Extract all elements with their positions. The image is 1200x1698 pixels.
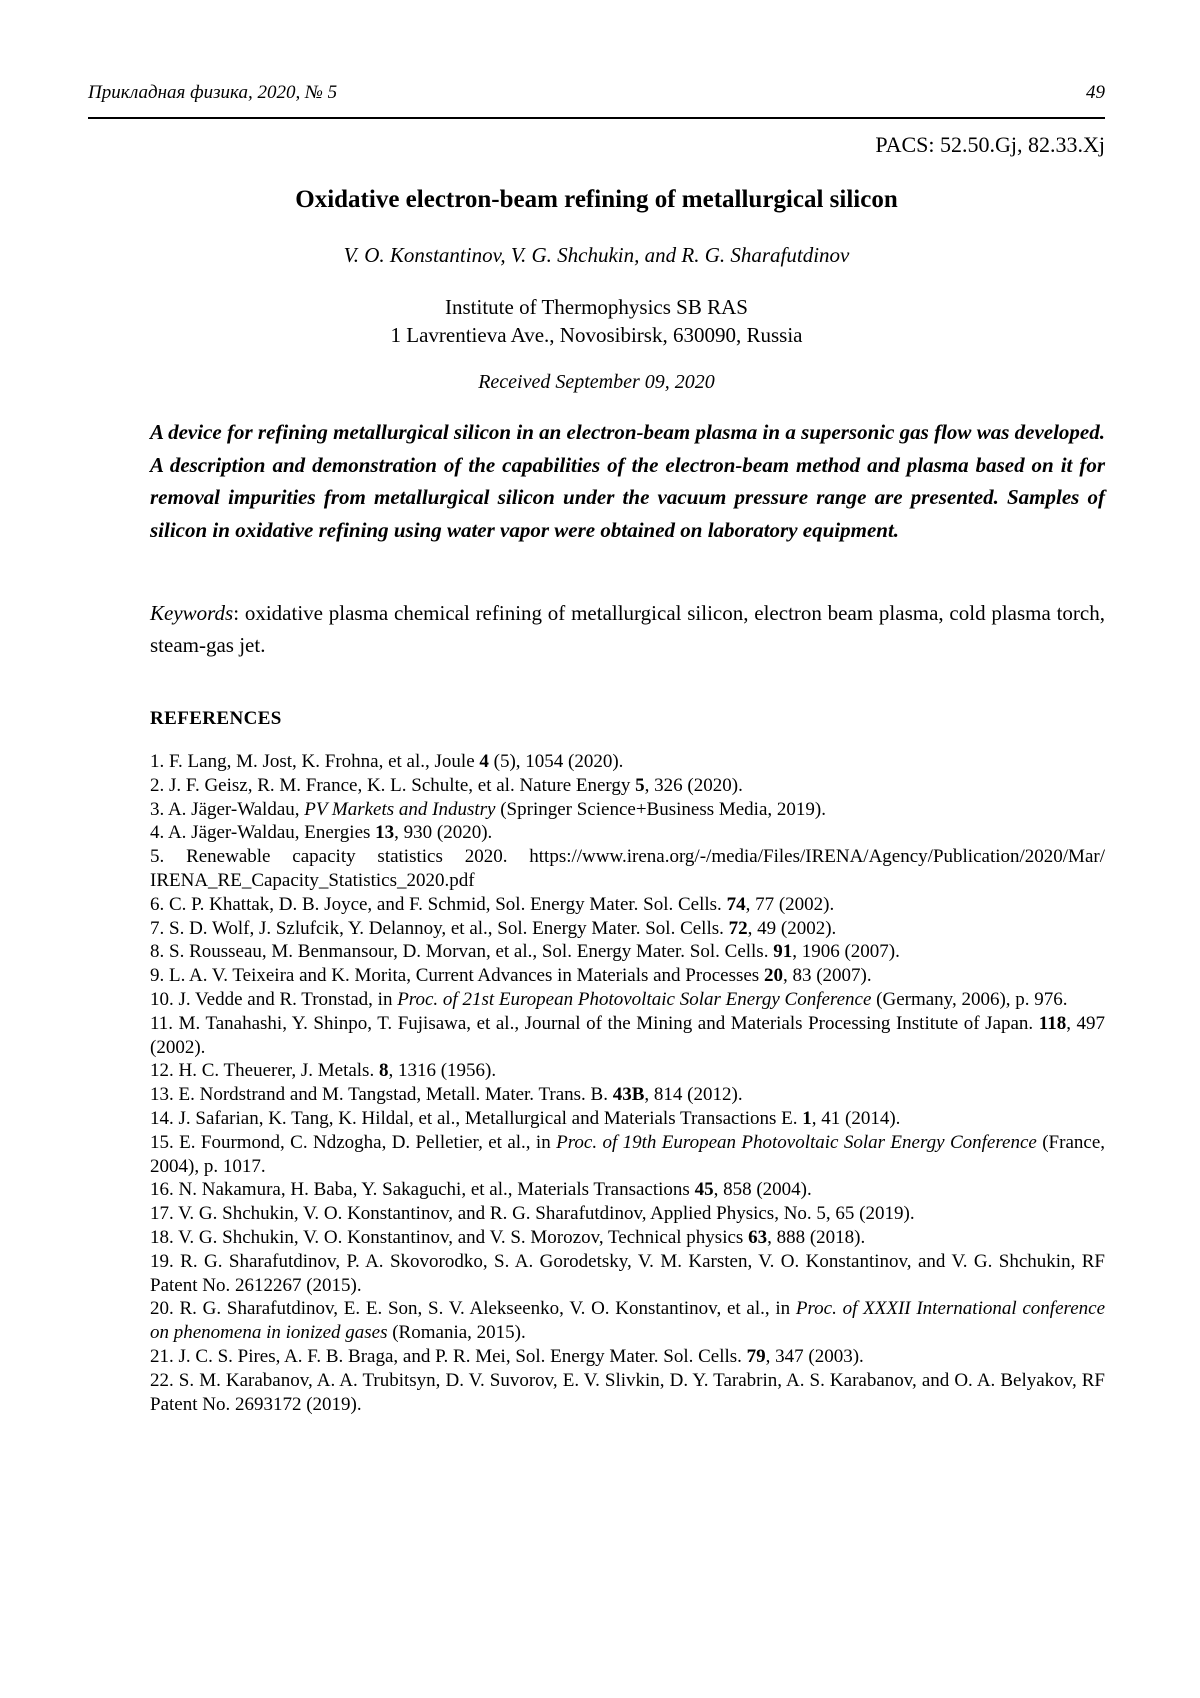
references-heading: REFERENCES bbox=[150, 708, 282, 729]
reference-segment: 1 bbox=[802, 1107, 812, 1129]
reference-segment: Proc. of XXXII International conference on phenomena in ionized gases bbox=[150, 1298, 1105, 1344]
reference-segment: 13. E. Nordstrand and M. Tangstad, Metall. Mater. Trans. B. bbox=[150, 1084, 613, 1106]
reference-segment: 16. N. Nakamura, H. Baba, Y. Sakaguchi, et al., Materials Transactions bbox=[150, 1179, 695, 1201]
affiliation-institute: Institute of Thermophysics SB RAS bbox=[445, 295, 748, 319]
keywords-text: : oxidative plasma chemical refining of metallurgical silicon, electron beam plasma, cold plasma torch, steam-gas jet. bbox=[150, 601, 1105, 657]
reference-segment: 5. Renewable capacity statistics 2020. https://www.irena.org/-/media/Files/IRENA/Agency/Publication/2020/Mar/ bbox=[150, 846, 1105, 868]
reference-segment: 4. A. Jäger-Waldau, Energies bbox=[150, 822, 376, 844]
reference-item bbox=[150, 1297, 1105, 1345]
reference-segment: (France, 2004), p. 1017. bbox=[150, 1131, 1105, 1177]
reference-segment: 74 bbox=[726, 893, 746, 915]
reference-segment: PV Markets and Industry bbox=[304, 798, 496, 820]
reference-segment: IRENA_RE_Capacity_Statistics_2020.pdf bbox=[150, 869, 475, 891]
reference-segment: Proc. of 21st European Photovoltaic Solar Energy Conference bbox=[397, 988, 872, 1010]
reference-item bbox=[150, 1178, 1105, 1202]
reference-segment: (5), 1054 (2020). bbox=[488, 751, 624, 772]
reference-segment: , 858 (2004). bbox=[713, 1179, 812, 1201]
reference-segment: 8. S. Rousseau, M. Benmansour, D. Morvan, et al., Sol. Energy Mater. Sol. Cells. bbox=[150, 941, 774, 963]
article-title: Oxidative electron-beam refining of metallurgical silicon bbox=[295, 186, 898, 213]
reference-segment: 14. J. Safarian, K. Tang, K. Hildal, et al., Metallurgical and Materials Transactions E. bbox=[150, 1107, 803, 1129]
reference-segment: 2. J. F. Geisz, R. M. France, K. L. Schulte, et al. Nature Energy bbox=[150, 774, 636, 796]
keywords-label: Keywords bbox=[150, 601, 234, 625]
reference-segment: 20 bbox=[763, 965, 783, 987]
reference-item bbox=[150, 1369, 1105, 1417]
reference-segment: , 49 (2002). bbox=[747, 917, 837, 939]
reference-segment: (Springer Science+Business Media, 2019). bbox=[495, 798, 826, 820]
reference-item bbox=[150, 821, 1105, 845]
reference-segment: (Germany, 2006), p. 976. bbox=[871, 988, 1068, 1010]
keywords-paragraph bbox=[150, 597, 1105, 661]
reference-item bbox=[150, 774, 1105, 798]
pacs-line: PACS: 52.50.Gj, 82.33.Xj bbox=[875, 132, 1105, 157]
reference-segment: 91 bbox=[773, 941, 793, 963]
reference-segment: 43B bbox=[612, 1084, 645, 1106]
reference-item bbox=[150, 1131, 1105, 1179]
reference-item bbox=[150, 1012, 1105, 1060]
reference-segment: , 814 (2012). bbox=[644, 1084, 743, 1106]
reference-segment: 3. A. Jäger-Waldau, bbox=[150, 798, 305, 820]
reference-item bbox=[150, 940, 1105, 964]
journal-title: Прикладная физика, 2020, № 5 bbox=[88, 82, 338, 103]
reference-segment: 72 bbox=[728, 917, 748, 939]
reference-segment: 6. C. P. Khattak, D. B. Joyce, and F. Schmid, Sol. Energy Mater. Sol. Cells. bbox=[150, 893, 727, 915]
reference-segment: , 930 (2020). bbox=[394, 822, 493, 844]
reference-segment: , 41 (2014). bbox=[811, 1107, 901, 1129]
reference-item bbox=[150, 1345, 1105, 1369]
reference-segment: , 83 (2007). bbox=[782, 965, 872, 987]
reference-segment: 4 bbox=[479, 751, 489, 772]
reference-segment: 22. S. M. Karabanov, A. A. Trubitsyn, D. V. Suvorov, E. V. Slivkin, D. Y. Tarabrin, A. S. Karabanov, and O. A. Belyakov, RF Patent No. 2693172 (2019). bbox=[150, 1369, 1105, 1415]
reference-segment: , 888 (2018). bbox=[767, 1226, 866, 1248]
reference-item bbox=[150, 798, 1105, 822]
reference-item bbox=[150, 1250, 1105, 1298]
header-rule bbox=[88, 117, 1105, 119]
reference-segment: (Romania, 2015). bbox=[387, 1322, 526, 1344]
authors-line: V. O. Konstantinov, V. G. Shchukin, and R. G. Sharafutdinov bbox=[343, 243, 850, 267]
reference-segment: 79 bbox=[746, 1345, 766, 1367]
reference-segment: 63 bbox=[748, 1226, 768, 1248]
abstract-paragraph: A device for refining metallurgical silicon in an electron-beam plasma in a supersonic gas flow was developed. A description and demonstration of the capabilities of the electron-beam method and plasma based on it for removal impurities from metallurgical silicon under the vacuum pressure range are presented. Samples of silicon in oxidative refining using water vapor were obtained on laboratory equipment. bbox=[150, 420, 1105, 542]
reference-item bbox=[150, 1202, 1105, 1226]
reference-segment: 12. H. C. Theuerer, J. Metals. bbox=[150, 1060, 379, 1082]
reference-segment: 17. V. G. Shchukin, V. O. Konstantinov, and R. G. Sharafutdinov, Applied Physics, No. 5, 65 (2019). bbox=[150, 1203, 915, 1225]
reference-segment: 118 bbox=[1038, 1012, 1067, 1034]
reference-item bbox=[150, 1107, 1105, 1131]
reference-segment: , 77 (2002). bbox=[745, 893, 835, 915]
reference-segment: 11. M. Tanahashi, Y. Shinpo, T. Fujisawa, et al., Journal of the Mining and Materials Processing Institute of Japan. bbox=[150, 1012, 1039, 1034]
reference-segment: 21. J. C. S. Pires, A. F. B. Braga, and P. R. Mei, Sol. Energy Mater. Sol. Cells. bbox=[150, 1345, 747, 1367]
reference-segment: Proc. of 19th European Photovoltaic Solar Energy Conference bbox=[556, 1131, 1037, 1153]
reference-segment: 9. L. A. V. Teixeira and K. Morita, Current Advances in Materials and Processes bbox=[150, 965, 764, 987]
affiliation-address: 1 Lavrentieva Ave., Novosibirsk, 630090, Russia bbox=[390, 323, 803, 347]
reference-segment: 1. F. Lang, M. Jost, K. Frohna, et al., Joule bbox=[150, 751, 480, 772]
reference-segment: , 497 (2002). bbox=[150, 1012, 1106, 1058]
reference-item bbox=[150, 845, 1105, 893]
reference-item bbox=[150, 1226, 1105, 1250]
reference-item bbox=[150, 988, 1105, 1012]
reference-segment: 5 bbox=[635, 774, 645, 796]
reference-item bbox=[150, 1083, 1105, 1107]
references-list bbox=[150, 750, 1105, 1416]
reference-segment: 45 bbox=[694, 1179, 714, 1201]
reference-segment: , 1906 (2007). bbox=[792, 941, 900, 963]
reference-segment: , 347 (2003). bbox=[765, 1345, 864, 1367]
reference-segment: 15. E. Fourmond, C. Ndzogha, D. Pelletier, et al., in bbox=[150, 1131, 557, 1153]
reference-segment: 19. R. G. Sharafutdinov, P. A. Skovorodko, S. A. Gorodetsky, V. M. Karsten, V. O. Konstantinov, and V. G. Shchukin, RF Patent No. 2612267 (2015). bbox=[150, 1250, 1105, 1296]
reference-segment: 18. V. G. Shchukin, V. O. Konstantinov, and V. S. Morozov, Technical physics bbox=[150, 1226, 749, 1248]
running-header bbox=[88, 82, 1105, 104]
reference-item bbox=[150, 1059, 1105, 1083]
reference-item bbox=[150, 964, 1105, 988]
reference-segment: 20. R. G. Sharafutdinov, E. E. Son, S. V. Alekseenko, V. O. Konstantinov, et al., in bbox=[150, 1298, 796, 1320]
page-number: 49 bbox=[1086, 82, 1105, 103]
reference-segment: 8 bbox=[378, 1060, 389, 1082]
reference-item bbox=[150, 917, 1105, 941]
received-line: Received September 09, 2020 bbox=[478, 371, 715, 393]
reference-segment: , 1316 (1956). bbox=[388, 1060, 497, 1082]
affiliation bbox=[88, 293, 1105, 349]
reference-item bbox=[150, 750, 1105, 774]
reference-segment: 10. J. Vedde and R. Tronstad, in bbox=[150, 988, 398, 1010]
reference-segment: 7. S. D. Wolf, J. Szlufcik, Y. Delannoy, et al., Sol. Energy Mater. Sol. Cells. bbox=[150, 917, 729, 939]
reference-segment: , 326 (2020). bbox=[644, 774, 743, 796]
reference-segment: 13 bbox=[375, 822, 395, 844]
reference-item bbox=[150, 893, 1105, 917]
